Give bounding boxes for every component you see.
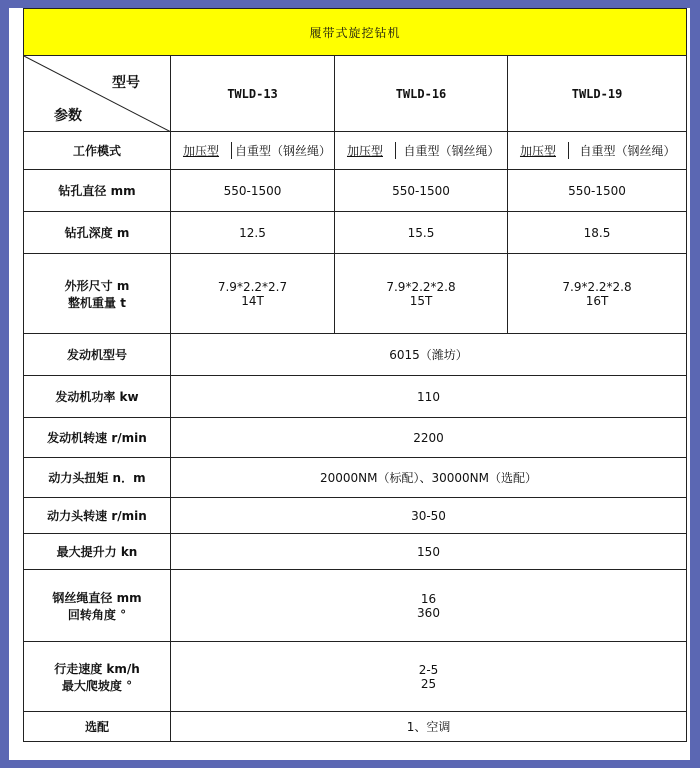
value-cell <box>335 254 508 334</box>
model-name: TWLD-13 <box>171 56 335 132</box>
value-cell: 550-1500 <box>508 170 687 212</box>
row-label-torque: 动力头扭矩 n．m <box>24 458 171 498</box>
value-cell: 110 <box>171 376 687 418</box>
value-cell: 2200 <box>171 418 687 458</box>
work-mode-option: 自重型（钢丝绳） <box>234 144 331 158</box>
row-label-work-mode: 工作模式 <box>24 132 171 170</box>
row-label-lift-force: 最大提升力 kn <box>24 534 171 570</box>
row-label-drill-diameter: 钻孔直径 mm <box>24 170 171 212</box>
work-mode-cell <box>335 132 508 170</box>
value-cell <box>171 570 687 642</box>
dimensions-value: 7.9*2.2*2.8 <box>386 279 456 294</box>
row-label-engine-speed: 发动机转速 r/min <box>24 418 171 458</box>
value-cell <box>508 254 687 334</box>
value-cell <box>171 254 335 334</box>
model-name: TWLD-19 <box>508 56 687 132</box>
dimensions-value: 7.9*2.2*2.7 <box>217 279 288 294</box>
row-label-rope-diameter: 钢丝绳直径 mm <box>52 590 142 605</box>
climb-value: 25 <box>420 676 437 691</box>
dimensions-value: 7.9*2.2*2.8 <box>562 279 632 294</box>
work-mode-cell <box>508 132 687 170</box>
work-mode-option: 自重型（钢丝绳） <box>403 144 500 158</box>
work-mode-option: 加压型 <box>171 142 232 159</box>
rope-diameter-value: 16 <box>420 591 437 606</box>
row-label-rope-swing <box>24 570 171 642</box>
row-label-travel-speed: 行走速度 km/h <box>54 661 140 676</box>
value-cell: 150 <box>171 534 687 570</box>
travel-speed-value: 2-5 <box>418 662 439 677</box>
row-label-climb: 最大爬坡度 ° <box>61 678 133 693</box>
row-label-dimensions: 外形尺寸 m <box>64 278 130 293</box>
model-name: TWLD-16 <box>335 56 508 132</box>
row-label-head-speed: 动力头转速 r/min <box>24 498 171 534</box>
value-cell: 15.5 <box>335 212 508 254</box>
value-cell: 12.5 <box>171 212 335 254</box>
work-mode-option: 加压型 <box>335 142 396 159</box>
value-cell: 550-1500 <box>171 170 335 212</box>
weight-value: 15T <box>409 293 433 308</box>
weight-value: 16T <box>585 293 609 308</box>
row-label-engine-power: 发动机功率 kw <box>24 376 171 418</box>
diagonal-line <box>24 56 171 132</box>
header-diagonal-cell <box>24 56 171 132</box>
value-cell: 550-1500 <box>335 170 508 212</box>
work-mode-cell <box>171 132 335 170</box>
header-model-label: 型号 <box>112 75 140 91</box>
header-param-label: 参数 <box>54 108 82 124</box>
swing-angle-value: 360 <box>417 605 440 620</box>
row-label-engine-model: 发动机型号 <box>24 334 171 376</box>
value-cell: 20000NM（标配）、30000NM（选配） <box>171 458 687 498</box>
spec-table <box>23 8 687 742</box>
row-label-drill-depth: 钻孔深度 m <box>24 212 171 254</box>
table-title: 履带式旋挖钻机 <box>24 9 687 56</box>
value-cell: 18.5 <box>508 212 687 254</box>
value-cell: 6015（潍坊） <box>171 334 687 376</box>
row-label-swing-angle: 回转角度 ° <box>67 607 127 622</box>
row-label-options: 选配 <box>24 712 171 742</box>
row-label-weight: 整机重量 t <box>68 295 126 310</box>
weight-value: 14T <box>241 293 264 308</box>
spec-sheet <box>9 8 690 760</box>
work-mode-option: 加压型 <box>508 142 569 159</box>
row-label-travel-climb <box>24 642 171 712</box>
work-mode-option: 自重型（钢丝绳） <box>579 144 676 158</box>
value-cell: 1、空调 <box>171 712 687 742</box>
value-cell <box>171 642 687 712</box>
row-label-dimensions-weight <box>24 254 171 334</box>
value-cell: 30-50 <box>171 498 687 534</box>
